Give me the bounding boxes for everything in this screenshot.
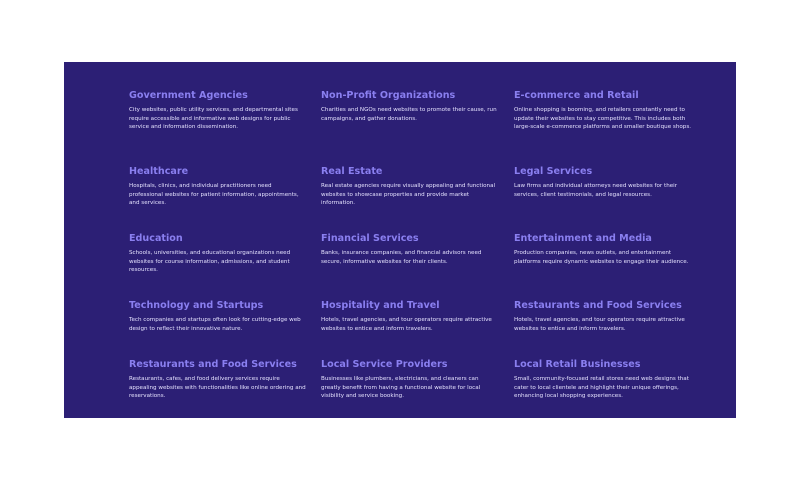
industry-card-financial-services [321, 233, 499, 266]
industry-card-local-service-providers [321, 359, 499, 401]
card-title: Local Retail Businesses [514, 359, 641, 370]
card-description: Tech companies and startups often look for cutting-edge web design to reflect their innovative nature. [129, 317, 301, 332]
card-description: Hotels, travel agencies, and tour operators require attractive websites to entice and inform travelers. [514, 317, 685, 332]
card-description: Charities and NGOs need websites to promote their cause, run campaigns, and gather donations. [321, 107, 497, 122]
industry-card-technology-and-startups [129, 300, 307, 333]
card-description: City websites, public utility services, and departmental sites require accessible and informative web designs for public service and information dissemination. [129, 107, 298, 131]
industry-card-e-commerce-and-retail [514, 90, 692, 132]
card-title: Hospitality and Travel [321, 300, 440, 311]
card-description: Banks, insurance companies, and financial advisors need secure, informative websites for their clients. [321, 250, 482, 265]
card-title: E-commerce and Retail [514, 90, 639, 101]
industry-card-restaurants-and-food-services-2 [129, 359, 307, 401]
card-description: Businesses like plumbers, electricians, and cleaners can greatly benefit from having a functional website for local visibility and service booking. [321, 376, 481, 400]
industry-card-restaurants-and-food-services [514, 300, 692, 333]
card-title: Local Service Providers [321, 359, 448, 370]
card-description: Real estate agencies require visually appealing and functional websites to showcase properties and provide market information. [321, 183, 496, 207]
card-title: Non-Profit Organizations [321, 90, 456, 101]
card-title: Government Agencies [129, 90, 248, 101]
card-description: Production companies, news outlets, and entertainment platforms require dynamic websites to engage their audience. [514, 250, 689, 265]
industry-card-real-estate [321, 166, 499, 208]
industry-card-local-retail-businesses [514, 359, 692, 401]
card-description: Small, community-focused retail stores need web designs that cater to local clientele and highlight their unique offerings, enhancing local shopping experiences. [514, 376, 689, 400]
card-title: Education [129, 233, 183, 244]
industry-card-education [129, 233, 307, 275]
card-title: Real Estate [321, 166, 383, 177]
industries-panel [64, 62, 736, 418]
card-description: Online shopping is booming, and retailers constantly need to update their websites to stay competitive. This includes both large-scale e-commerce platforms and smaller boutique shops. [514, 107, 692, 131]
card-description: Hospitals, clinics, and individual practitioners need professional websites for patient information, appointments, and services. [129, 183, 299, 207]
card-description: Restaurants, cafes, and food delivery services require appealing websites with functionalities like online ordering and reservations. [129, 376, 306, 400]
industry-card-entertainment-and-media [514, 233, 692, 266]
card-description: Hotels, travel agencies, and tour operators require attractive websites to entice and inform travelers. [321, 317, 492, 332]
card-title: Healthcare [129, 166, 189, 177]
industry-card-legal-services [514, 166, 692, 199]
industry-card-government-agencies [129, 90, 307, 132]
card-title: Restaurants and Food Services [514, 300, 682, 311]
card-title: Legal Services [514, 166, 593, 177]
industry-card-non-profit-organizations [321, 90, 499, 123]
industry-card-healthcare [129, 166, 307, 208]
card-title: Financial Services [321, 233, 419, 244]
industry-card-hospitality-and-travel [321, 300, 499, 333]
card-title: Restaurants and Food Services [129, 359, 297, 370]
card-description: Law firms and individual attorneys need websites for their services, client testimonials, and legal resources. [514, 183, 678, 198]
card-title: Entertainment and Media [514, 233, 652, 244]
card-description: Schools, universities, and educational organizations need websites for course information, admissions, and student resources. [129, 250, 291, 274]
card-title: Technology and Startups [129, 300, 264, 311]
